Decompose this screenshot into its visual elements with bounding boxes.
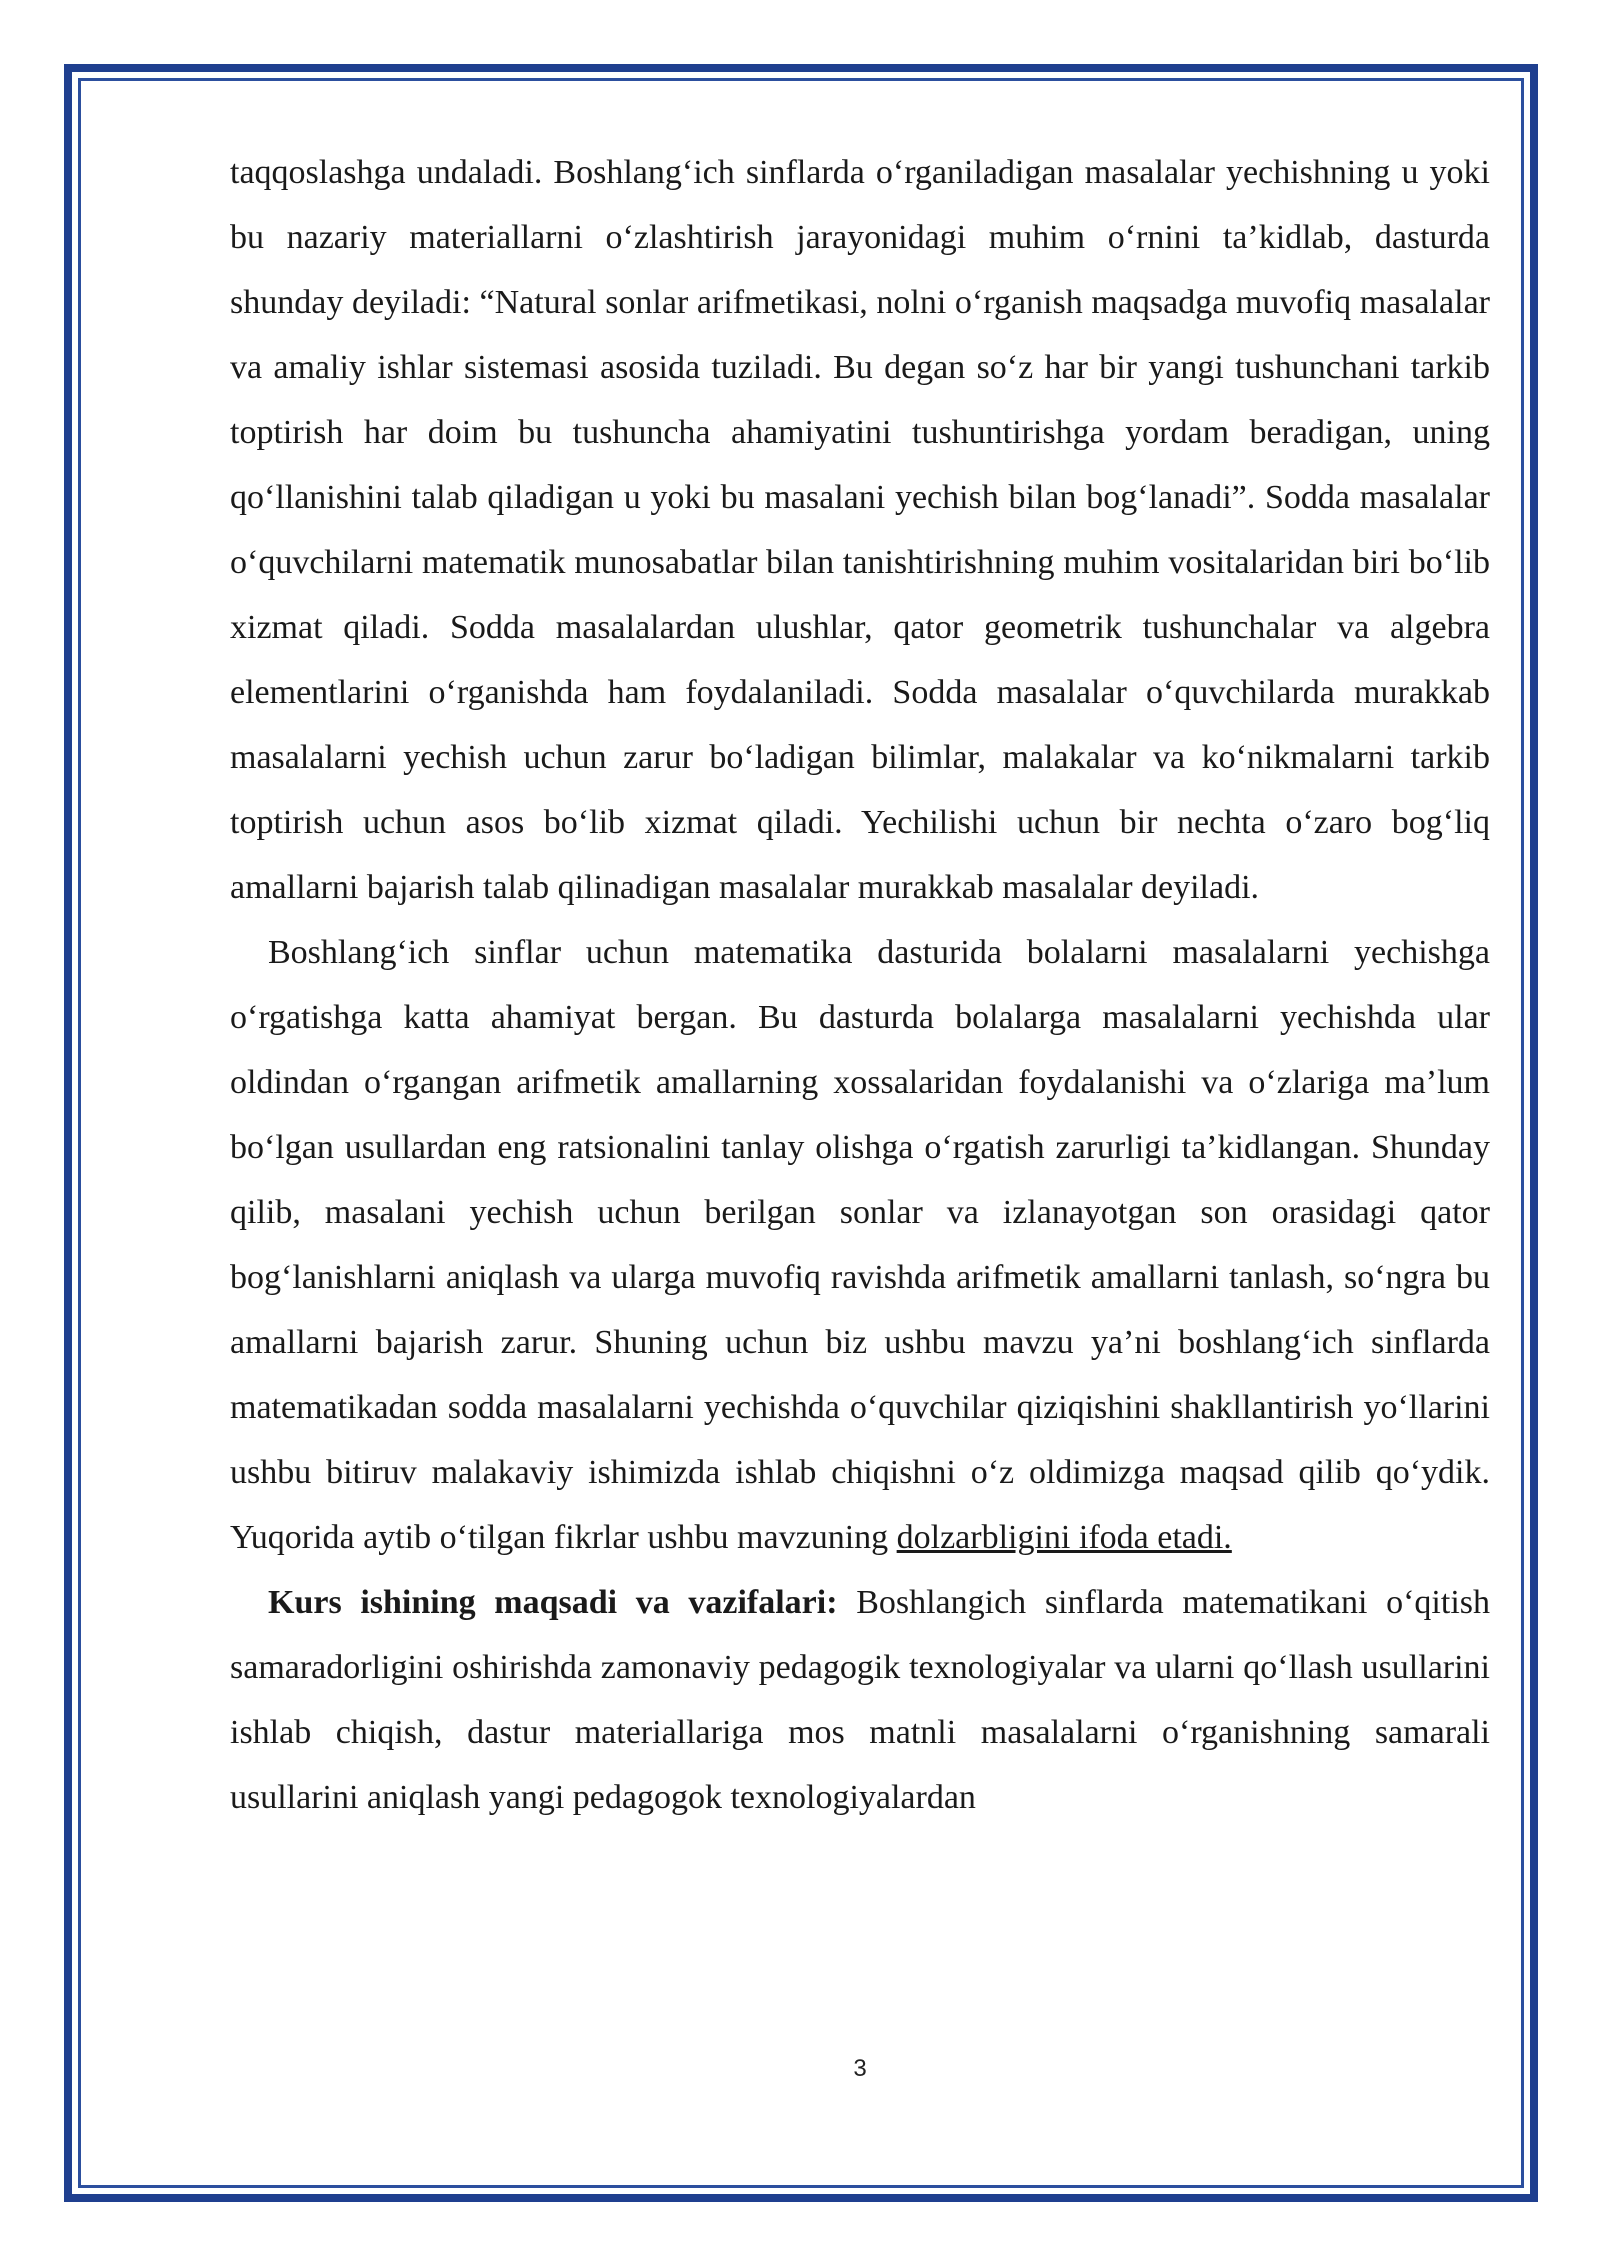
document-body bbox=[230, 140, 1490, 1830]
paragraph-3 bbox=[230, 1570, 1490, 1830]
paragraph-3-text: Boshlangich sinflarda matematikani o‘qitish samaradorligini oshirishda zamonaviy pedagogik texnologiyalar va ularni qo‘llash usullarini ishlab chiqish, dastur materiallariga mos matnli masalalarni o‘rganishning samarali usullarini aniqlash yangi pedagogok texnologiyalardan bbox=[230, 1584, 1490, 1816]
paragraph-3-heading: Kurs ishining maqsadi va vazifalari: bbox=[268, 1584, 838, 1621]
paragraph-2-text: Boshlang‘ich sinflar uchun matematika dasturida bolalarni masalalarni yechishga o‘rgatishga katta ahamiyat bergan. Bu dasturda bolalarga masalalarni yechishda ular oldindan o‘rgangan arifmetik amallarning xossalaridan foydalanishi va o‘zlariga ma’lum bo‘lgan usullardan eng ratsionalini tanlay olishga o‘rgatish zarurligi ta’kidlangan. Shunday qilib, masalani yechish uchun berilgan sonlar va izlanayotgan son orasidagi qator bog‘lanishlarni aniqlash va ularga muvofiq ravishda arifmetik amallarni tanlash, so‘ngra bu amallarni bajarish zarur. Shuning uchun biz ushbu mavzu ya’ni boshlang‘ich sinflarda matematikadan sodda masalalarni yechishda o‘quvchilar qiziqishini shakllantirish yo‘llarini ushbu bitiruv malakaviy ishimizda ishlab chiqishni o‘z oldimizga maqsad qilib qo‘ydik. Yuqorida aytib o‘tilgan fikrlar ushbu mavzuning bbox=[230, 934, 1490, 1556]
page-number: 3 bbox=[853, 2055, 867, 2082]
paragraph-2-underlined: dolzarbligini ifoda etadi. bbox=[896, 1519, 1232, 1556]
paragraph-1: taqqoslashga undaladi. Boshlang‘ich sinflarda o‘rganiladigan masalalar yechishning u yoki bu nazariy materiallarni o‘zlashtirish jarayonidagi muhim o‘rnini ta’kidlab, dasturda shunday deyiladi: “Natural sonlar arifmetikasi, nolni o‘rganish maqsadga muvofiq masalalar va amaliy ishlar sistemasi asosida tuziladi. Bu degan so‘z har bir yangi tushunchani tarkib toptirish har doim bu tushuncha ahamiyatini tushuntirishga yordam beradigan, uning qo‘llanishini talab qiladigan u yoki bu masalani yechish bilan bog‘lanadi”. Sodda masalalar o‘quvchilarni matematik munosabatlar bilan tanishtirishning muhim vositalaridan biri bo‘lib xizmat qiladi. Sodda masalalardan ulushlar, qator geometrik tushunchalar va algebra elementlarini o‘rganishda ham foydalaniladi. Sodda masalalar o‘quvchilarda murakkab masalalarni yechish uchun zarur bo‘ladigan bilimlar, malakalar va ko‘nikmalarni tarkib toptirish uchun asos bo‘lib xizmat qiladi. Yechilishi uchun bir nechta o‘zaro bog‘liq amallarni bajarish talab qilinadigan masalalar murakkab masalalar deyiladi. bbox=[230, 154, 1490, 906]
paragraph-2 bbox=[230, 920, 1490, 1570]
